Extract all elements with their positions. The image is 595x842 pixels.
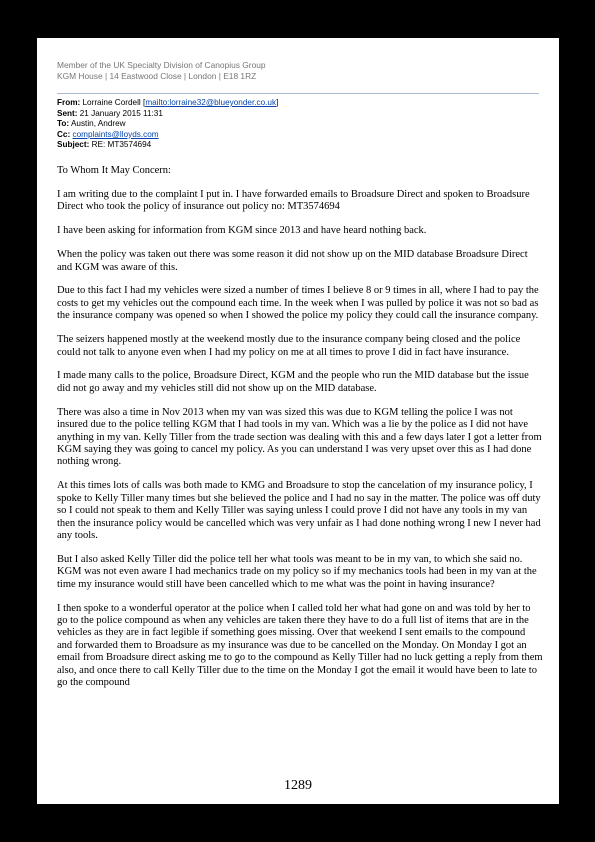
paragraph: The seizers happened mostly at the weekend mostly due to the insurance company being closed and the police could not talk to anyone even when I had my policy on me at all times to prove I did in fact have insurance. xyxy=(57,334,521,358)
sent-value: 21 January 2015 11:31 xyxy=(79,108,163,118)
from-name: Lorraine Cordell xyxy=(82,98,141,107)
cc-label: Cc: xyxy=(57,129,71,139)
salutation: To Whom It May Concern: xyxy=(57,165,171,176)
from-open-bracket: [ xyxy=(140,98,146,107)
page-number: 1289 xyxy=(284,778,312,793)
cc-email-link[interactable]: complaints@lloyds.com xyxy=(72,129,159,139)
sent-label: Sent: xyxy=(57,108,78,118)
paragraph: Due to this fact I had my vehicles were sized a number of times I believe 8 or 9 times in all, where I had to pay the costs to get my vehicles out the compound each time. In the week when I was pulled by police it was not so bad as the insurance company was opened so when I showed the police my policy they could call the insurance company. xyxy=(57,285,539,322)
subject-row xyxy=(57,140,278,151)
to-value: Austin, Andrew xyxy=(70,119,126,129)
from-email-link[interactable]: mailto:lorraine32@blueyonder.co.uk xyxy=(145,98,277,107)
paragraph: I made many calls to the police, Broadsure Direct, KGM and the people who run the MID database but the issue did not go away and my vehicles still did not show up on the MID database. xyxy=(57,370,529,394)
header-divider xyxy=(57,93,539,94)
paragraph: I then spoke to a wonderful operator at the police when I called told her what had gone on and was told by her to go to the police compound as when any vehicles are taken there they have to do a full list of items that are in the vehicles as they are in fact legible if something goes missing. Over that weekend I sent emails to the compound and forwarded them to Broadsure as my insurance was due to be cancelled on the Monday. On Monday I got an email from Broadsure direct asking me to go to the compound as Kelly Tiller had no luck getting a reply from them also, and once there to call Kelly Tiller due to the time on the Monday I got the email it would have been to late to go the compound xyxy=(57,602,543,688)
paragraph: There was also a time in Nov 2013 when my van was sized this was due to KGM telling the police I was not insured due to the police telling KGM that I had tools in my van. Which was a lie by the police as I did not have anything in my van. Kelly Tiller from the trade section was dealing with this and a few days later I got a letter from KGM saying they was going to cancel my policy. As you can understand I was very upset over this as I had done nothing wrong. xyxy=(57,406,542,468)
from-row xyxy=(57,98,278,109)
letterhead-line-2: KGM House | 14 Eastwood Close | London | E18 1RZ xyxy=(57,71,257,81)
from-label: From: xyxy=(57,98,81,107)
letterhead-line-1: Member of the UK Specialty Division of Canopius Group xyxy=(57,60,266,70)
paragraph: I have been asking for information from KGM since 2013 and have heard nothing back. xyxy=(57,225,427,237)
letter-body xyxy=(57,165,543,701)
cc-row xyxy=(57,130,278,141)
paragraph: I am writing due to the complaint I put in. I have forwarded emails to Broadsure Direct and spoken to Broadsure Direct who took the policy of insurance out policy no: MT3574694 xyxy=(57,188,530,213)
email-headers xyxy=(57,98,278,151)
from-close-bracket: ] xyxy=(276,98,279,107)
subject-value: RE: MT3574694 xyxy=(91,140,152,150)
paragraph: When the policy was taken out there was some reason it did not show up on the MID database Broadsure Direct and KGM was aware of this. xyxy=(57,249,528,273)
to-row xyxy=(57,119,278,130)
paragraph: But I also asked Kelly Tiller did the police tell her what tools was meant to be in my van, to which she said no. KGM was not even aware I had mechanics trade on my policy so if my mechanics tools had been in my van at the time my insurance would still have been cancelled which to me what was the point in having insurance? xyxy=(57,553,537,590)
subject-label: Subject: xyxy=(57,140,90,150)
document-page xyxy=(37,38,559,804)
sent-row xyxy=(57,109,278,120)
paragraph: At this times lots of calls was both made to KMG and Broadsure to stop the cancelation of my insurance policy, I spoke to Kelly Tiller many times but she believed the police and I had no say in the matter. The police was off duty so I could not speak to them and Kelly Tiller was saying unless I could prove I did not have any tools in my van then the insurance policy would be cancelled which was very unfair as I had done nothing wrong I new I never had any tools. xyxy=(57,480,541,541)
letterhead xyxy=(57,60,266,82)
to-label: To: xyxy=(57,119,70,129)
